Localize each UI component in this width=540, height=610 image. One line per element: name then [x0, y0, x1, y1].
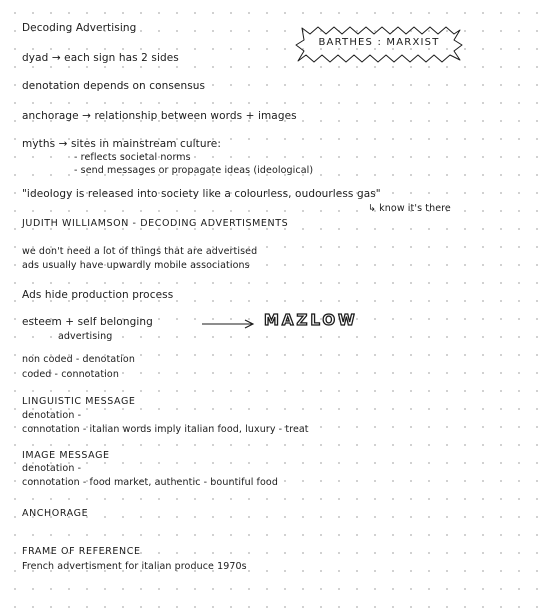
- note-ideology-quote: "ideology is released into society like a colourless, oudourless gas": [22, 188, 381, 200]
- frame-of-reference-heading: FRAME OF REFERENCE: [22, 546, 141, 557]
- note-advertising: advertising: [58, 331, 113, 342]
- right-arrow-icon: [200, 318, 256, 330]
- note-non-coded: non coded - denotation: [22, 354, 135, 365]
- linguistic-message-heading: LINGUISTIC MESSAGE: [22, 396, 136, 407]
- note-myths: myths → sites in mainstream culture:: [22, 138, 222, 150]
- note-myths-ideas: - send messages or propagate ideas (ideological): [74, 165, 314, 176]
- linguistic-connotation: connotation - italian words imply italian food, luxury - treat: [22, 424, 309, 435]
- note-upwardly: ads usually have upwardly mobile associations: [22, 260, 250, 271]
- note-denotation: denotation depends on consensus: [22, 80, 206, 92]
- note-myths-norms: - reflects societal norms: [74, 152, 191, 163]
- linguistic-denotation: denotation -: [22, 410, 82, 421]
- marxist-badge: [294, 24, 464, 66]
- anchorage-heading: ANCHORAGE: [22, 508, 89, 519]
- image-connotation: connotation - food market, authentic - bountiful food: [22, 477, 278, 488]
- page-title: Decoding Advertising: [22, 22, 137, 34]
- note-dont-need: we don't need a lot of things that are advertised: [22, 246, 258, 257]
- frame-of-reference-note: French advertisment for italian produce 1970s: [22, 561, 247, 572]
- note-coded: coded - connotation: [22, 369, 119, 380]
- note-hide-production: Ads hide production process: [22, 289, 174, 301]
- note-williamson: JUDITH WILLIAMSON - DECODING ADVERTISMENTS: [22, 218, 289, 229]
- note-anchorage: anchorage → relationship between words + images: [22, 110, 297, 122]
- image-message-heading: IMAGE MESSAGE: [22, 450, 110, 461]
- mazlow-heading: MAZLOW: [264, 311, 358, 329]
- note-esteem: esteem + self belonging: [22, 316, 153, 328]
- badge-label: BARTHES : MARXIST: [318, 37, 440, 48]
- note-ideology-aside: ↳ know it's there: [368, 203, 451, 214]
- note-dyad: dyad → each sign has 2 sides: [22, 52, 179, 64]
- image-denotation: denotation -: [22, 463, 82, 474]
